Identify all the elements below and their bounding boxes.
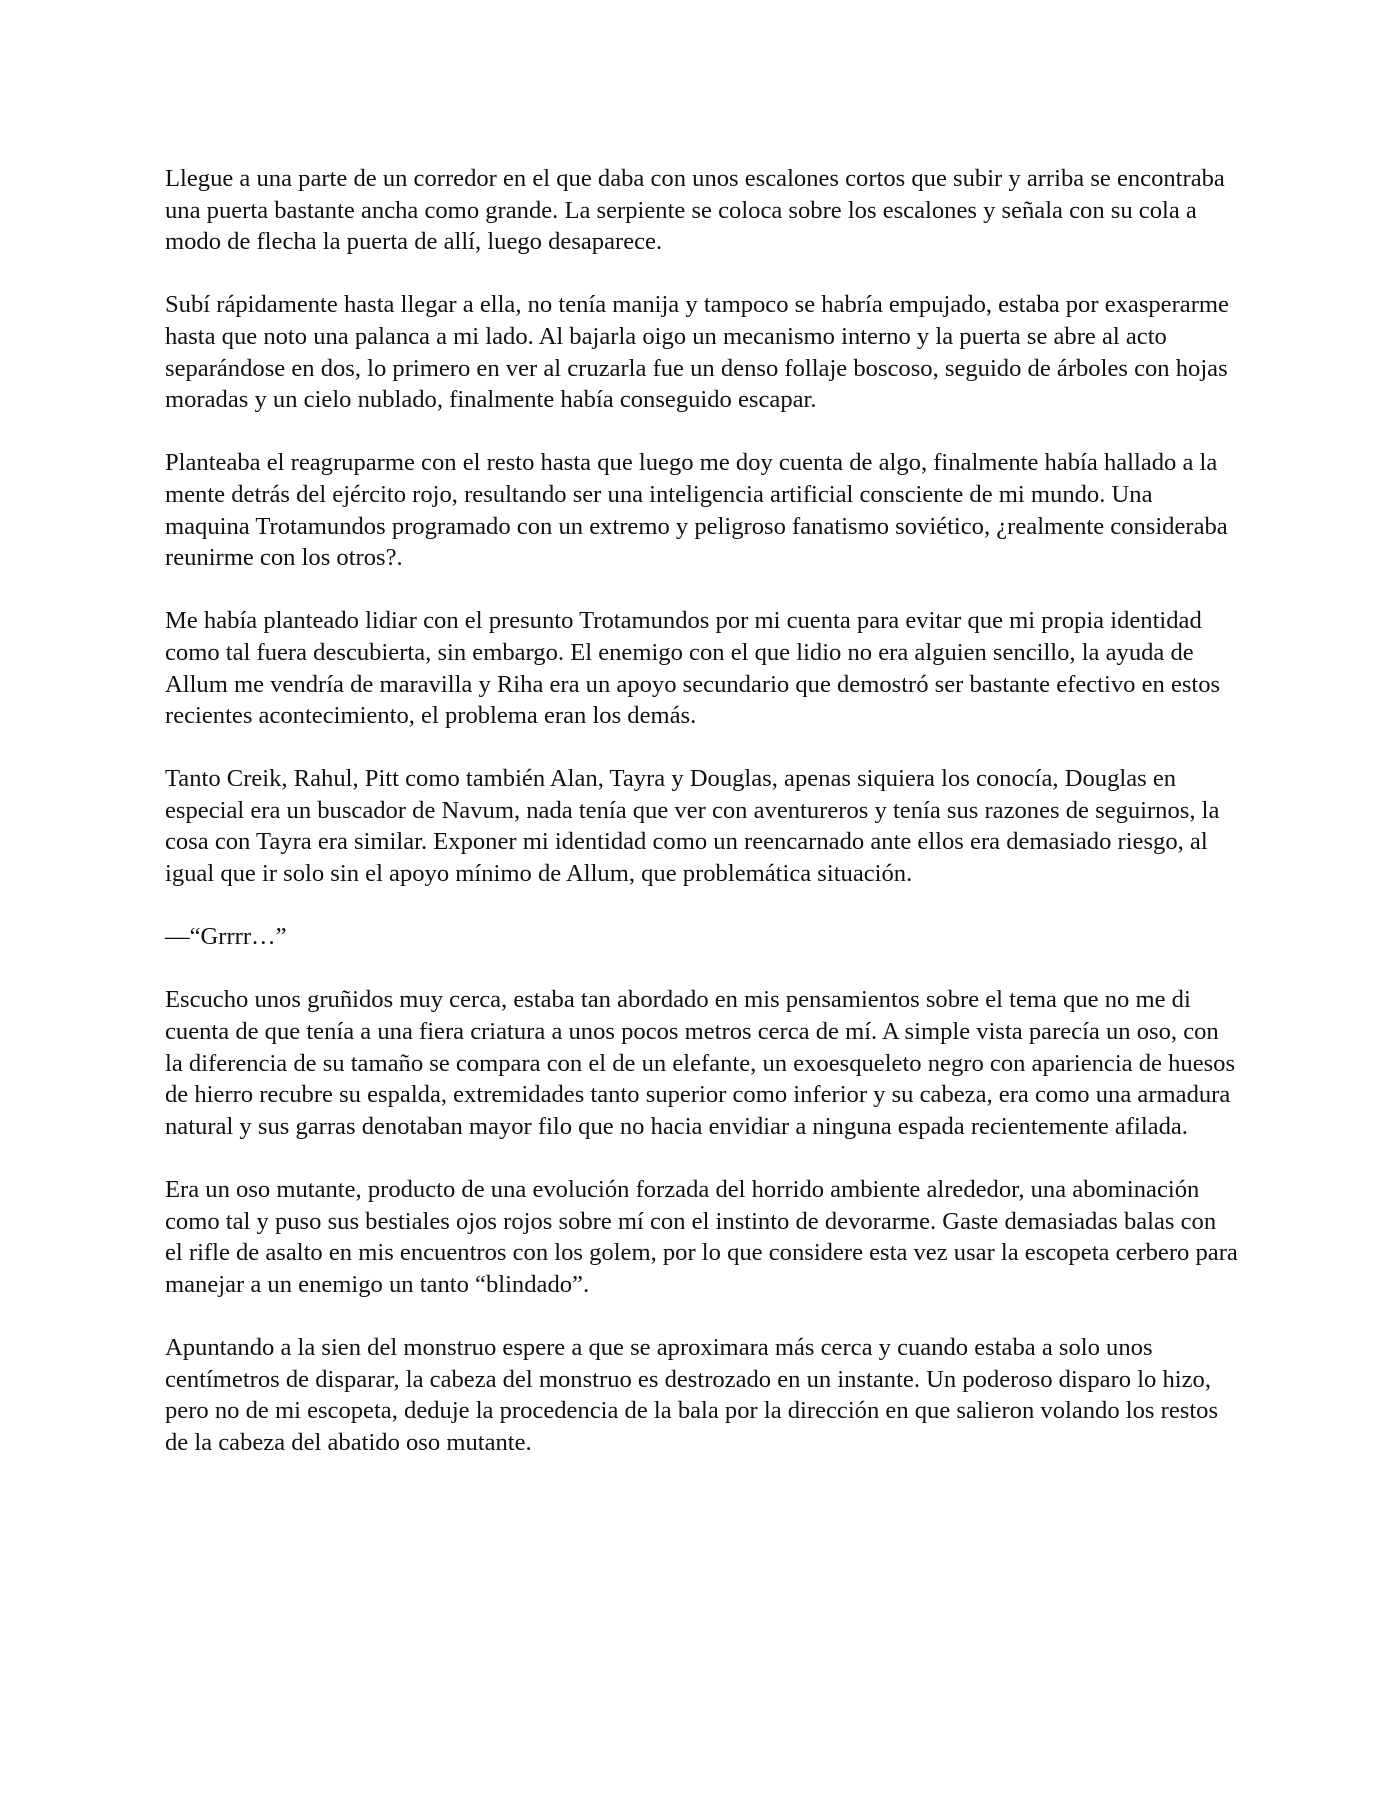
document-body — [165, 163, 1240, 1490]
paragraph-1: Llegue a una parte de un corredor en el que daba con unos escalones cortos que subir y arriba se encontraba una puerta bastante ancha como grande. La serpiente se coloca sobre los escalones y señala con su cola a modo de flecha la puerta de allí, luego desaparece. — [165, 165, 1225, 256]
paragraph-8: Era un oso mutante, producto de una evolución forzada del horrido ambiente alrededor, una abominación como tal y puso sus bestiales ojos rojos sobre mí con el instinto de devorarme. Gaste demasiadas balas con el rifle de asalto en mis encuentros con los golem, por lo que considere esta vez usar la escopeta cerbero para manejar a un enemigo un tanto “blindado”. — [165, 1176, 1238, 1298]
paragraph-4: Me había planteado lidiar con el presunto Trotamundos por mi cuenta para evitar que mi propia identidad como tal fuera descubierta, sin embargo. El enemigo con el que lidio no era alguien sencillo, la ayuda de Allum me vendría de maravilla y Riha era un apoyo secundario que demostró ser bastante efectivo en estos recientes acontecimiento, el problema eran los demás. — [165, 607, 1221, 730]
paragraph-2: Subí rápidamente hasta llegar a ella, no tenía manija y tampoco se habría empujado, estaba por exasperarme hasta que noto una palanca a mi lado. Al bajarla oigo un mecanismo interno y la puerta se abre al acto separándose en dos, lo primero en ver al cruzarla fue un denso follaje boscoso, seguido de árboles con hojas moradas y un cielo nublado, finalmente había conseguido escapar. — [165, 291, 1229, 414]
paragraph-9: Apuntando a la sien del monstruo espere a que se aproximara más cerca y cuando estaba a solo unos centímetros de disparar, la cabeza del monstruo es destrozado en un instante. Un poderoso disparo lo hizo, pero no de mi escopeta, deduje la procedencia de la bala por la dirección en que salieron volando los restos de la cabeza del abatido oso mutante. — [165, 1333, 1219, 1456]
paragraph-7: Escucho unos gruñidos muy cerca, estaba tan abordado en mis pensamientos sobre el tema que no me di cuenta de que tenía a una fiera criatura a unos pocos metros cerca de mí. A simple vista parecía un oso, con la diferencia de su tamaño se compara con el de un elefante, un exoesqueleto negro con apariencia de huesos de hierro recubre su espalda, extremidades tanto superior como inferior y su cabeza, era como una armadura natural y sus garras denotaban mayor filo que no hacia envidiar a ninguna espada recientemente afilada. — [165, 986, 1236, 1140]
paragraph-5: Tanto Creik, Rahul, Pitt como también Alan, Tayra y Douglas, apenas siquiera los conocía, Douglas en especial era un buscador de Navum, nada tenía que ver con aventureros y tenía sus razones de seguirnos, la cosa con Tayra era similar. Exponer mi identidad como un reencarnado ante ellos era demasiado riesgo, al igual que ir solo sin el apoyo mínimo de Allum, que problemática situación. — [165, 765, 1220, 888]
paragraph-3: Planteaba el reagruparme con el resto hasta que luego me doy cuenta de algo, finalmente había hallado a la mente detrás del ejército rojo, resultando ser una inteligencia artificial consciente de mi mundo. Una maquina Trotamundos programado con un extremo y peligroso fanatismo soviético, ¿realmente consideraba reunirme con los otros?. — [165, 449, 1228, 572]
dialogue-line: —“Grrrr…” — [165, 923, 287, 951]
